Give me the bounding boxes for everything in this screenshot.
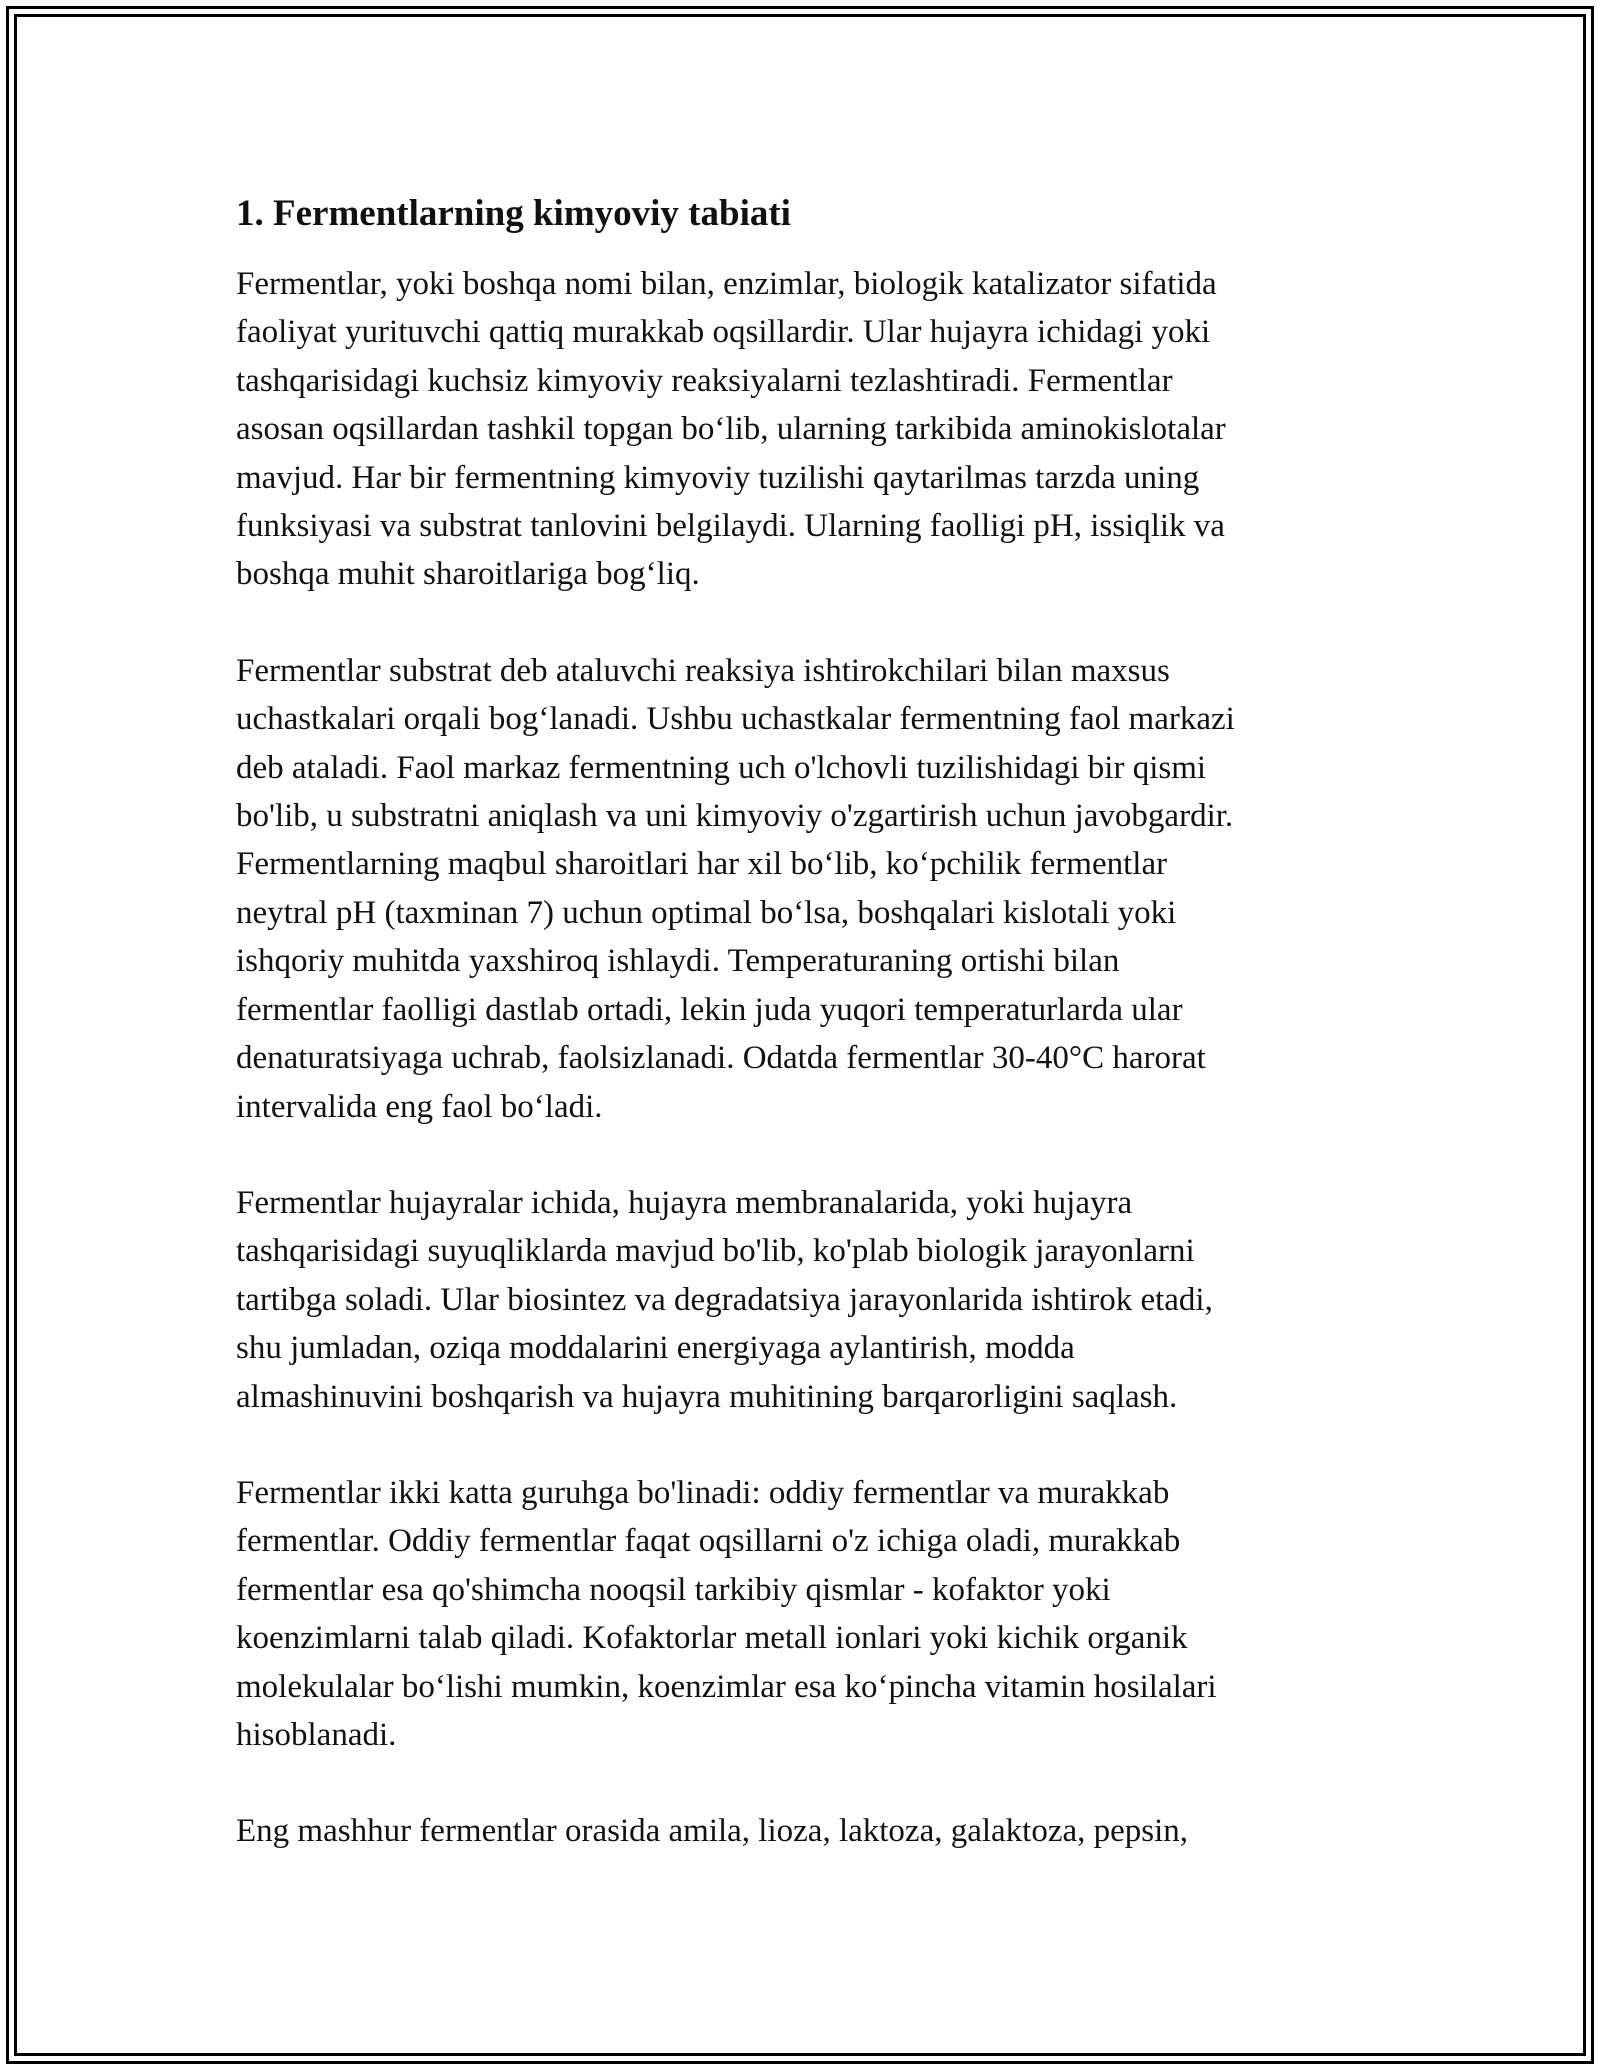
- text-line: fermentlar. Oddiy fermentlar faqat oqsillarni o'z ichiga oladi, murakkab: [236, 1523, 1181, 1560]
- text-line: boshqa muhit sharoitlariga bog‘liq.: [236, 556, 700, 593]
- text-line: tashqarisidagi suyuqliklarda mavjud bo'lib, ko'plab biologik jarayonlarni: [236, 1233, 1195, 1270]
- paragraph: [236, 1469, 1364, 1759]
- text-line: deb ataladi. Faol markaz fermentning uch o'lchovli tuzilishidagi bir qismi: [236, 749, 1207, 786]
- text-line: fermentlar faolligi dastlab ortadi, lekin juda yuqori temperaturlarda ular: [236, 991, 1183, 1028]
- text-line: Eng mashhur fermentlar orasida amila, lioza, laktoza, galaktoza, pepsin,: [236, 1813, 1189, 1850]
- text-line: hisoblanadi.: [236, 1716, 397, 1753]
- section-heading: 1. Fermentlarning kimyoviy tabiati: [236, 193, 791, 234]
- paragraph: [236, 647, 1364, 1131]
- text-line: mavjud. Har bir fermentning kimyoviy tuzilishi qaytarilmas tarzda uning: [236, 459, 1200, 496]
- text-line: Fermentlar substrat deb ataluvchi reaksiya ishtirokchilari bilan maxsus: [236, 652, 1170, 689]
- text-line: shu jumladan, oziqa moddalarini energiyaga aylantirish, modda: [236, 1330, 1075, 1367]
- text-line: Fermentlar, yoki boshqa nomi bilan, enzimlar, biologik katalizator sifatida: [236, 266, 1217, 302]
- body-text: [236, 260, 1364, 1856]
- text-line: faoliyat yurituvchi qattiq murakkab oqsillardir. Ular hujayra ichidagi yoki: [236, 314, 1211, 351]
- text-line: tartibga soladi. Ular biosintez va degradatsiya jarayonlarida ishtirok etadi,: [236, 1281, 1213, 1318]
- text-line: koenzimlarni talab qiladi. Kofaktorlar metall ionlari yoki kichik organik: [236, 1620, 1188, 1657]
- paragraph: [236, 260, 1364, 599]
- text-line: ishqoriy muhitda yaxshiroq ishlaydi. Temperaturaning ortishi bilan: [236, 943, 1120, 980]
- text-line: Fermentlar hujayralar ichida, hujayra membranalarida, yoki hujayra: [236, 1184, 1133, 1221]
- text-line: intervalida eng faol bo‘ladi.: [236, 1088, 603, 1125]
- text-line: almashinuvini boshqarish va hujayra muhitining barqarorligini saqlash.: [236, 1378, 1178, 1415]
- text-line: Fermentlarning maqbul sharoitlari har xil bo‘lib, ko‘pchilik fermentlar: [236, 846, 1168, 883]
- text-line: neytral pH (taxminan 7) uchun optimal bo‘lsa, boshqalari kislotali yoki: [236, 894, 1177, 931]
- text-line: funksiyasi va substrat tanlovini belgilaydi. Ularning faolligi pH, issiqlik va: [236, 508, 1225, 545]
- text-line: asosan oqsillardan tashkil topgan bo‘lib, ularning tarkibida aminokislotalar: [236, 411, 1226, 448]
- text-line: molekulalar bo‘lishi mumkin, koenzimlar esa ko‘pincha vitamin hosilalari: [236, 1668, 1217, 1705]
- text-line: denaturatsiyaga uchrab, faolsizlanadi. Odatda fermentlar 30-40°C harorat: [236, 1040, 1206, 1077]
- text-line: uchastkalari orqali bog‘lanadi. Ushbu uchastkalar fermentning faol markazi: [236, 701, 1235, 738]
- paragraph: [236, 1807, 1364, 1855]
- paragraph: [236, 1179, 1364, 1421]
- text-line: tashqarisidagi kuchsiz kimyoviy reaksiyalarni tezlashtiradi. Fermentlar: [236, 362, 1173, 399]
- document-page: [236, 186, 1364, 1904]
- text-line: bo'lib, u substratni aniqlash va uni kimyoviy o'zgartirish uchun javobgardir.: [236, 798, 1234, 835]
- text-line: Fermentlar ikki katta guruhga bo'linadi: oddiy fermentlar va murakkab: [236, 1474, 1170, 1511]
- text-line: fermentlar esa qo'shimcha nooqsil tarkibiy qismlar - kofaktor yoki: [236, 1571, 1111, 1608]
